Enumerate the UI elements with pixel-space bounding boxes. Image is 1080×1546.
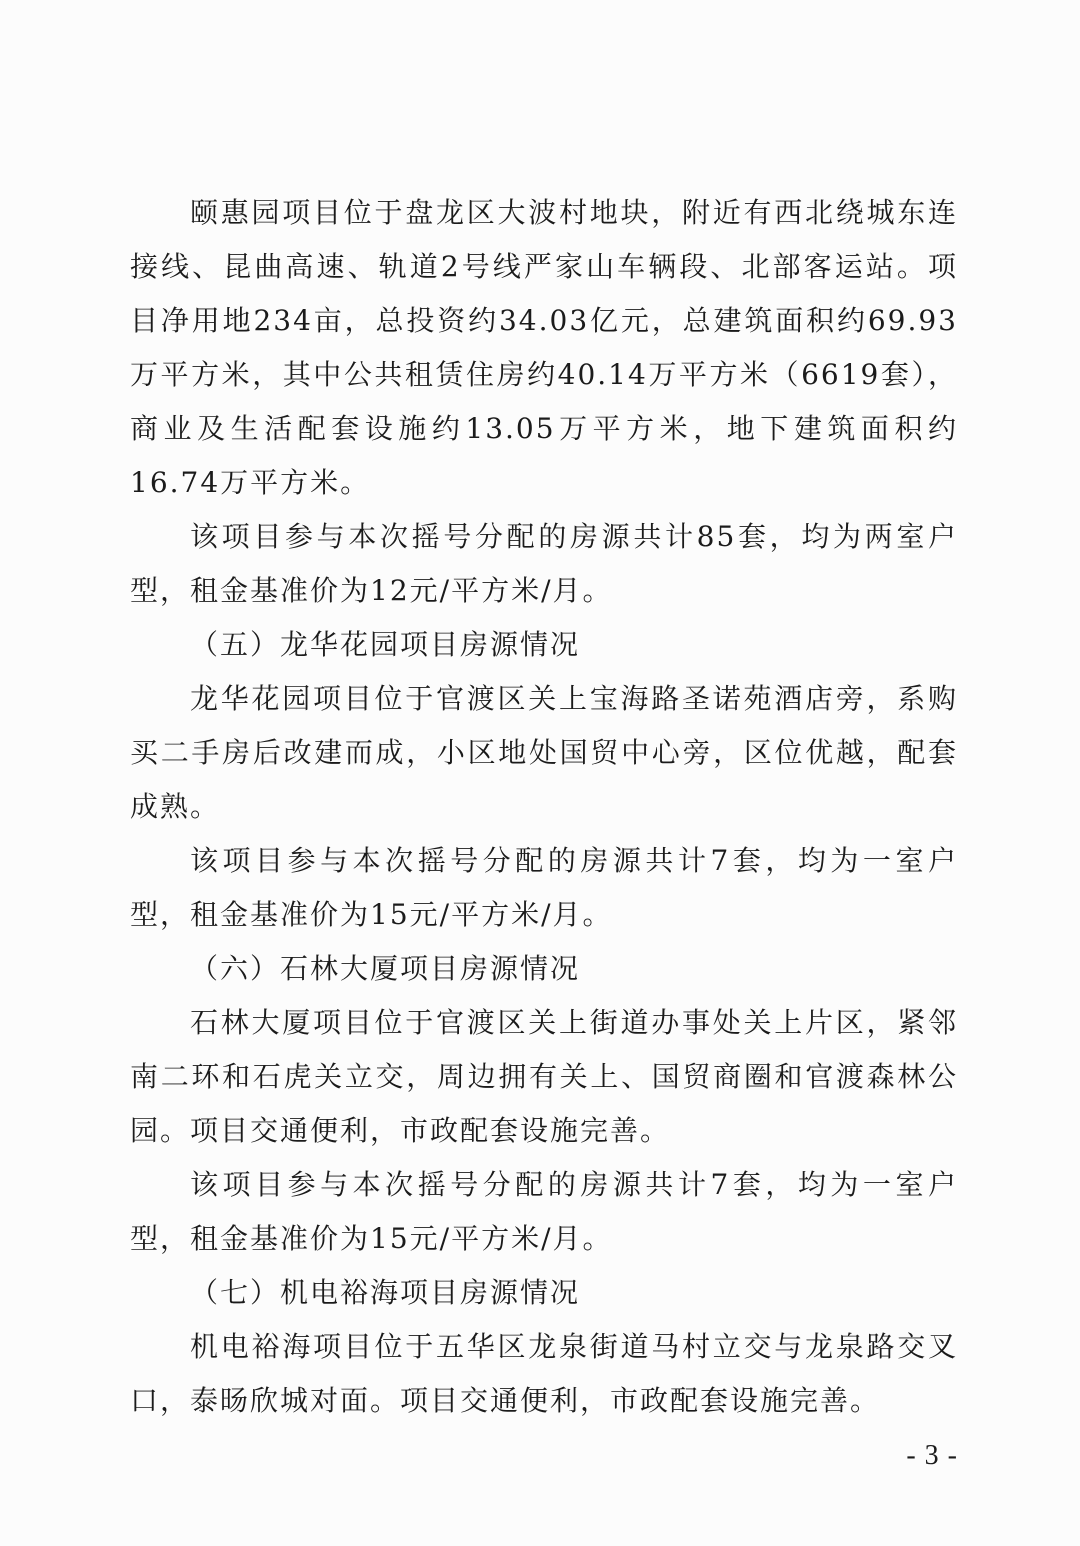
paragraph-yihuiyuan-allocation: 该项目参与本次摇号分配的房源共计85套，均为两室户型，租金基准价为12元/平方米/月。 <box>130 520 958 607</box>
paragraph-shilin-allocation: 该项目参与本次摇号分配的房源共计7套，均为一室户型，租金基准价为15元/平方米/月。 <box>130 1168 958 1255</box>
paragraph-shilin-intro: 石林大厦项目位于官渡区关上街道办事处关上片区，紧邻南二环和石虎关立交，周边拥有关上、国贸商圈和官渡森林公园。项目交通便利，市政配套设施完善。 <box>130 1006 958 1147</box>
paragraph-yihuiyuan-intro: 颐惠园项目位于盘龙区大波村地块，附近有西北绕城东连接线、昆曲高速、轨道2号线严家山车辆段、北部客运站。项目净用地234亩，总投资约34.03亿元，总建筑面积约69.93万平方米，其中公共租赁住房约40.14万平方米（6619套），商业及生活配套设施约13.05万平方米，地下建筑面积约16.74万平方米。 <box>130 196 958 499</box>
paragraph-longhua-allocation: 该项目参与本次摇号分配的房源共计7套，均为一室户型，租金基准价为15元/平方米/月。 <box>130 844 958 931</box>
paragraph-longhua-intro: 龙华花园项目位于官渡区关上宝海路圣诺苑酒店旁，系购买二手房后改建而成，小区地处国贸中心旁，区位优越，配套成熟。 <box>130 682 958 823</box>
section-heading-longhua: （五）龙华花园项目房源情况 <box>190 628 581 661</box>
page-number: - 3 - <box>906 1440 958 1471</box>
section-heading-shilin: （六）石林大厦项目房源情况 <box>190 952 581 985</box>
paragraph-jidianyuhai-intro: 机电裕海项目位于五华区龙泉街道马村立交与龙泉路交叉口，泰旸欣城对面。项目交通便利，市政配套设施完善。 <box>130 1330 958 1417</box>
section-heading-jidianyuhai: （七）机电裕海项目房源情况 <box>190 1276 581 1309</box>
document-body <box>130 186 958 1428</box>
